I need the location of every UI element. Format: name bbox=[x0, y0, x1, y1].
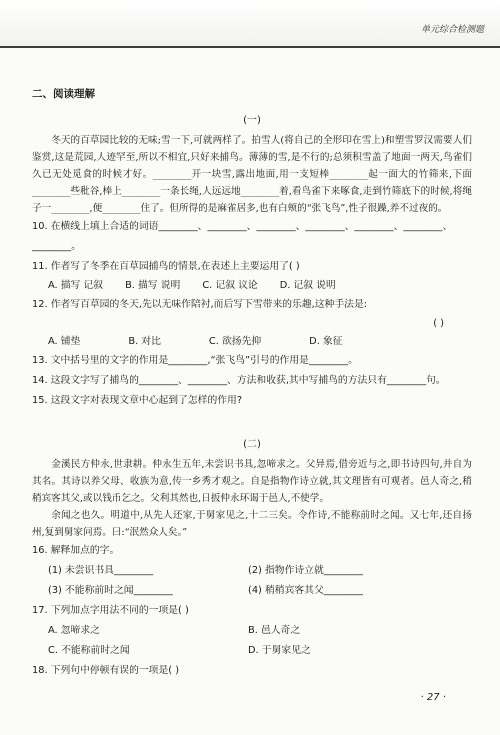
q12-option-b: B. 对比 bbox=[128, 336, 161, 347]
question-13: 13. 文中括号里的文字的作用是________,“张飞鸟”引号的作用是________。 bbox=[32, 355, 358, 366]
question-12: 12. 作者写百草园的冬天,先以无味作陪衬,而后写下雪带来的乐趣,这种手法是: bbox=[32, 299, 368, 310]
section-title: 二、阅读理解 bbox=[32, 88, 95, 100]
question-11: 11. 作者写了冬季在百草园捕鸟的情景,在表述上主要运用了( ) bbox=[32, 261, 300, 272]
q11-option-b: B. 描写 说明 bbox=[125, 280, 181, 291]
page-content bbox=[32, 86, 472, 681]
question-14: 14. 这段文字写了捕鸟的________、________、方法和收获,其中写捕鸟的方法只有________句。 bbox=[32, 375, 446, 386]
q17-option-c: C. 不能称前时之闻 bbox=[48, 645, 130, 656]
question-18: 18. 下列句中停顿有误的一项是( ) bbox=[32, 665, 180, 676]
q12-option-d: D. 象征 bbox=[309, 336, 343, 347]
header-rule bbox=[0, 46, 500, 48]
part2-label: (二) bbox=[243, 439, 261, 450]
header-title: 单元综合检测题 bbox=[420, 25, 484, 35]
passage-2-para-2: 余闻之也久。明道中,从先人还家,于舅家见之,十二三矣。令作诗,不能称前时之闻。又七年,还自扬州,复到舅家问焉。曰:“泯然众人矣。” bbox=[32, 510, 472, 538]
q17-option-a: A. 忽啼求之 bbox=[48, 625, 100, 636]
q16-item-1: (1) 未尝识书具________ bbox=[48, 565, 154, 576]
q11-options bbox=[32, 277, 472, 295]
passage-1: 冬天的百草园比较的无味;雪一下,可就两样了。拍雪人(将自己的全形印在雪上)和塑雪罗汉需要人们鉴赏,这是荒园,人迹罕至,所以不相宜,只好来捕鸟。薄薄的雪,是不行的;总须积雪盖了地面一两天,鸟雀们久已无处觅食的时候才好。________开一块雪,露出地面,用一支短棒________起一面大的竹筛来,下面________些秕谷,棒上________一条长绳,人远远地________着,看鸟雀下来啄食,走到竹筛底下的时候,将绳子一________,便________住了。但所得的是麻雀居多,也有白颊的“张飞鸟”,性子很躁,养不过夜的。 bbox=[32, 135, 472, 214]
page-number: · 27 · bbox=[420, 692, 446, 703]
q12-answer-paren: ( ) bbox=[433, 318, 444, 329]
q12-option-a: A. 铺垫 bbox=[48, 336, 81, 347]
q17-option-b: B. 邑人奇之 bbox=[248, 625, 301, 636]
part1-label: (一) bbox=[243, 115, 261, 126]
q12-option-c: C. 欲扬先抑 bbox=[208, 336, 262, 347]
q11-option-c: C. 记叙 议论 bbox=[202, 280, 258, 291]
q16-item-2: (2) 指物作诗立就________ bbox=[248, 565, 363, 576]
question-16: 16. 解释加点的字。 bbox=[32, 545, 120, 556]
q16-item-3: (3) 不能称前时之闻________ bbox=[48, 585, 173, 596]
q16-items bbox=[32, 561, 472, 601]
q11-option-d: D. 记叙 说明 bbox=[279, 280, 336, 291]
passage-2-para-1: 金溪民方仲永,世隶耕。仲永生五年,未尝识书具,忽啼求之。父异焉,借旁近与之,即书诗四句,并自为其名。其诗以养父母、收族为意,传一乡秀才观之。自是指物作诗立就,其文理皆有可观者。邑人奇之,稍稍宾客其父,或以钱币乞之。父利其然也,日扳仲永环谒于邑人,不使学。 bbox=[32, 459, 472, 504]
q11-option-a: A. 描写 记叙 bbox=[48, 280, 104, 291]
question-15: 15. 这段文字对表现文章中心起到了怎样的作用? bbox=[32, 395, 243, 406]
question-10: 10. 在横线上填上合适的词语________、________、________、________、________、________、________。 bbox=[32, 221, 453, 252]
q12-options bbox=[32, 333, 472, 351]
q16-item-4: (4) 稍稍宾客其父________ bbox=[248, 585, 363, 596]
q17-options bbox=[32, 621, 472, 661]
question-17: 17. 下列加点字用法不同的一项是( ) bbox=[32, 605, 189, 616]
q17-option-d: D. 于舅家见之 bbox=[248, 645, 311, 656]
